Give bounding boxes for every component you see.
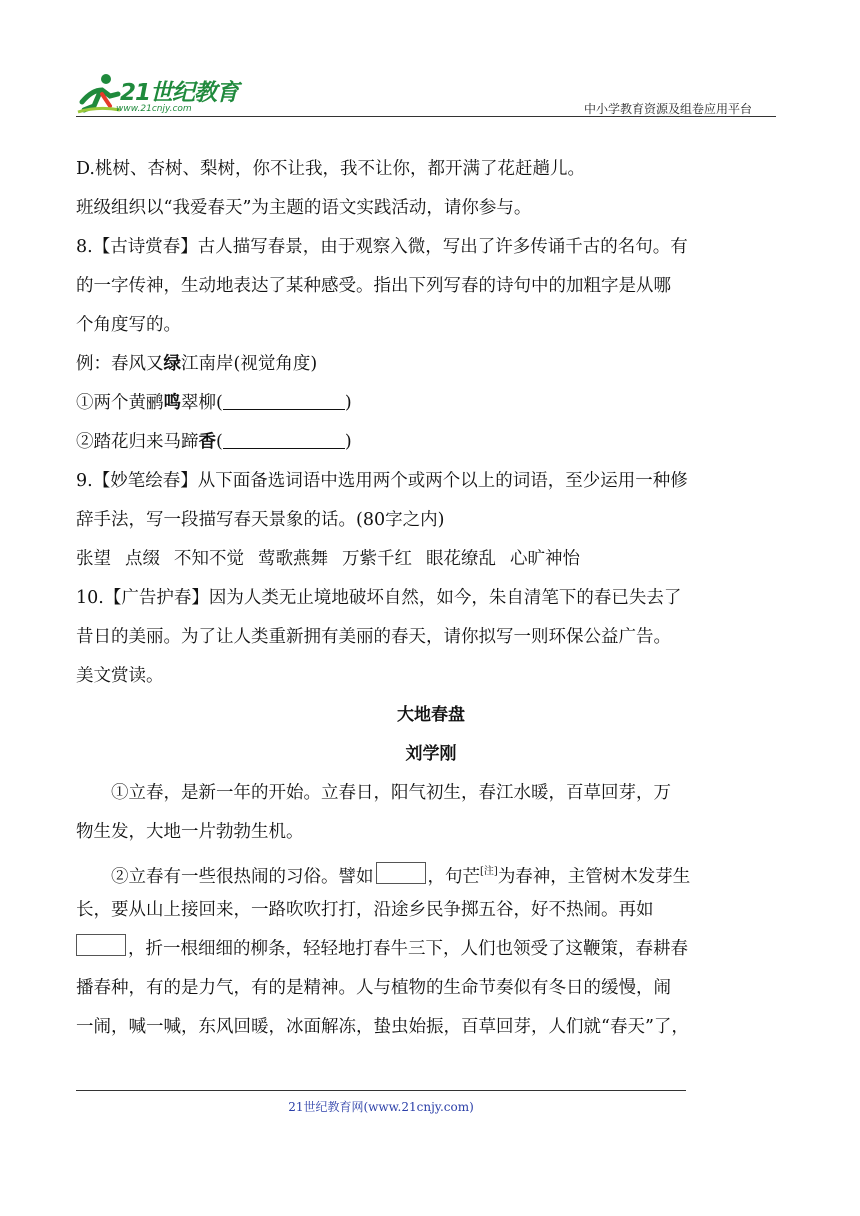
answer-blank-1[interactable]: [223, 387, 345, 410]
page-header: [76, 64, 776, 118]
example-text-end: 江南岸(视觉角度): [181, 354, 318, 374]
word-item: 心旷神怡: [510, 549, 580, 569]
activity-intro: 班级组织以“我爱春天”为主题的语文实践活动，请你参与。: [76, 198, 532, 218]
example-text: 例：春风又: [76, 354, 164, 374]
poem-2-bold-word: 香: [198, 432, 216, 452]
poem-1-text: ①两个黄鹂: [76, 393, 164, 413]
question-9-line-2: 辞手法，写一段描写春天景象的话。(80字之内): [76, 510, 445, 530]
word-bank: [76, 540, 786, 579]
footer-divider: [76, 1090, 686, 1091]
header-divider: [76, 116, 776, 117]
logo-url: www.21cnjy.com: [116, 104, 192, 114]
example-line: [76, 345, 786, 384]
question-9-line-1: 9.【妙笔绘春】从下面备选词语中选用两个或两个以上的词语，至少运用一种修: [76, 471, 688, 491]
paragraph-2-line-3: [76, 930, 786, 969]
word-item: 张望: [76, 549, 111, 569]
word-item: 眼花缭乱: [426, 549, 496, 569]
paragraph-2-text: ，句芒: [427, 867, 480, 887]
poem-1-text-end: 翠柳(: [181, 393, 223, 413]
poem-2-line: [76, 423, 786, 462]
answer-blank-2[interactable]: [223, 426, 345, 449]
word-item: 莺歌燕舞: [258, 549, 328, 569]
article-title: 大地春盘: [397, 705, 465, 725]
fill-box-2[interactable]: [76, 934, 126, 956]
footnote-marker: [注]: [480, 866, 498, 877]
poem-2-text: ②踏花归来马蹄: [76, 432, 199, 452]
paragraph-2-text: 为春神，主管树木发芽生: [497, 867, 691, 887]
poem-1-close: ): [344, 393, 352, 413]
option-d: D.桃树、杏树、梨树，你不让我，我不让你，都开满了花赶趟儿。: [76, 159, 585, 179]
paragraph-2-line-5: 一闹，喊一喊，东风回暖，冰面解冻，蛰虫始振，百草回芽，人们就“春天”了，: [76, 1017, 689, 1037]
article-author: 刘学刚: [405, 744, 457, 764]
poem-2-close: ): [344, 432, 352, 452]
document-body: [76, 150, 786, 1047]
paragraph-2-line-4: 播春种，有的是力气，有的是精神。人与植物的生命节奏似有冬日的缓慢，闹: [76, 978, 671, 998]
question-10-line-2: 昔日的美丽。为了让人类重新拥有美丽的春天，请你拟写一则环保公益广告。: [76, 627, 671, 647]
question-8-line-3: 个角度写的。: [76, 315, 181, 335]
poem-2-open: (: [216, 432, 223, 452]
question-8-line-1: 8.【古诗赏春】古人描写春景，由于观察入微，写出了许多传诵千古的名句。有: [76, 237, 688, 257]
paragraph-1-line-1: ①立春，是新一年的开始。立春日，阳气初生，春江水暖，百草回芽，万: [111, 783, 671, 803]
paragraph-2-line-2: 长，要从山上接回来，一路吹吹打打，沿途乡民争掷五谷，好不热闹。再如: [76, 900, 654, 920]
page-footer: 21世纪教育网(www.21cnjy.com): [288, 1100, 474, 1114]
paragraph-2-text: ，折一根细细的柳条，轻轻地打春牛三下，人们也领受了这鞭策，春耕春: [128, 939, 688, 959]
poem-1-bold-word: 鸣: [163, 393, 181, 413]
poem-1-line: [76, 384, 786, 423]
paragraph-2-line-1: [76, 852, 786, 891]
paragraph-2-text: ②立春有一些很热闹的习俗。譬如: [111, 867, 374, 887]
logo: [76, 70, 246, 118]
logo-text: 21世纪教育: [120, 80, 239, 106]
example-bold-word: 绿: [163, 354, 181, 374]
paragraph-1-line-2: 物生发，大地一片勃勃生机。: [76, 822, 304, 842]
word-item: 点缀: [125, 549, 160, 569]
question-8-line-2: 的一字传神，生动地表达了某种感受。指出下列写春的诗句中的加粗字是从哪: [76, 276, 671, 296]
reading-heading: 美文赏读。: [76, 666, 164, 686]
question-10-line-1: 10.【广告护春】因为人类无止境地破坏自然，如今，朱自清笔下的春已失去了: [76, 588, 682, 608]
fill-box-1[interactable]: [376, 862, 426, 884]
word-item: 不知不觉: [174, 549, 244, 569]
word-item: 万紫千红: [342, 549, 412, 569]
platform-name: 中小学教育资源及组卷应用平台: [583, 102, 752, 116]
